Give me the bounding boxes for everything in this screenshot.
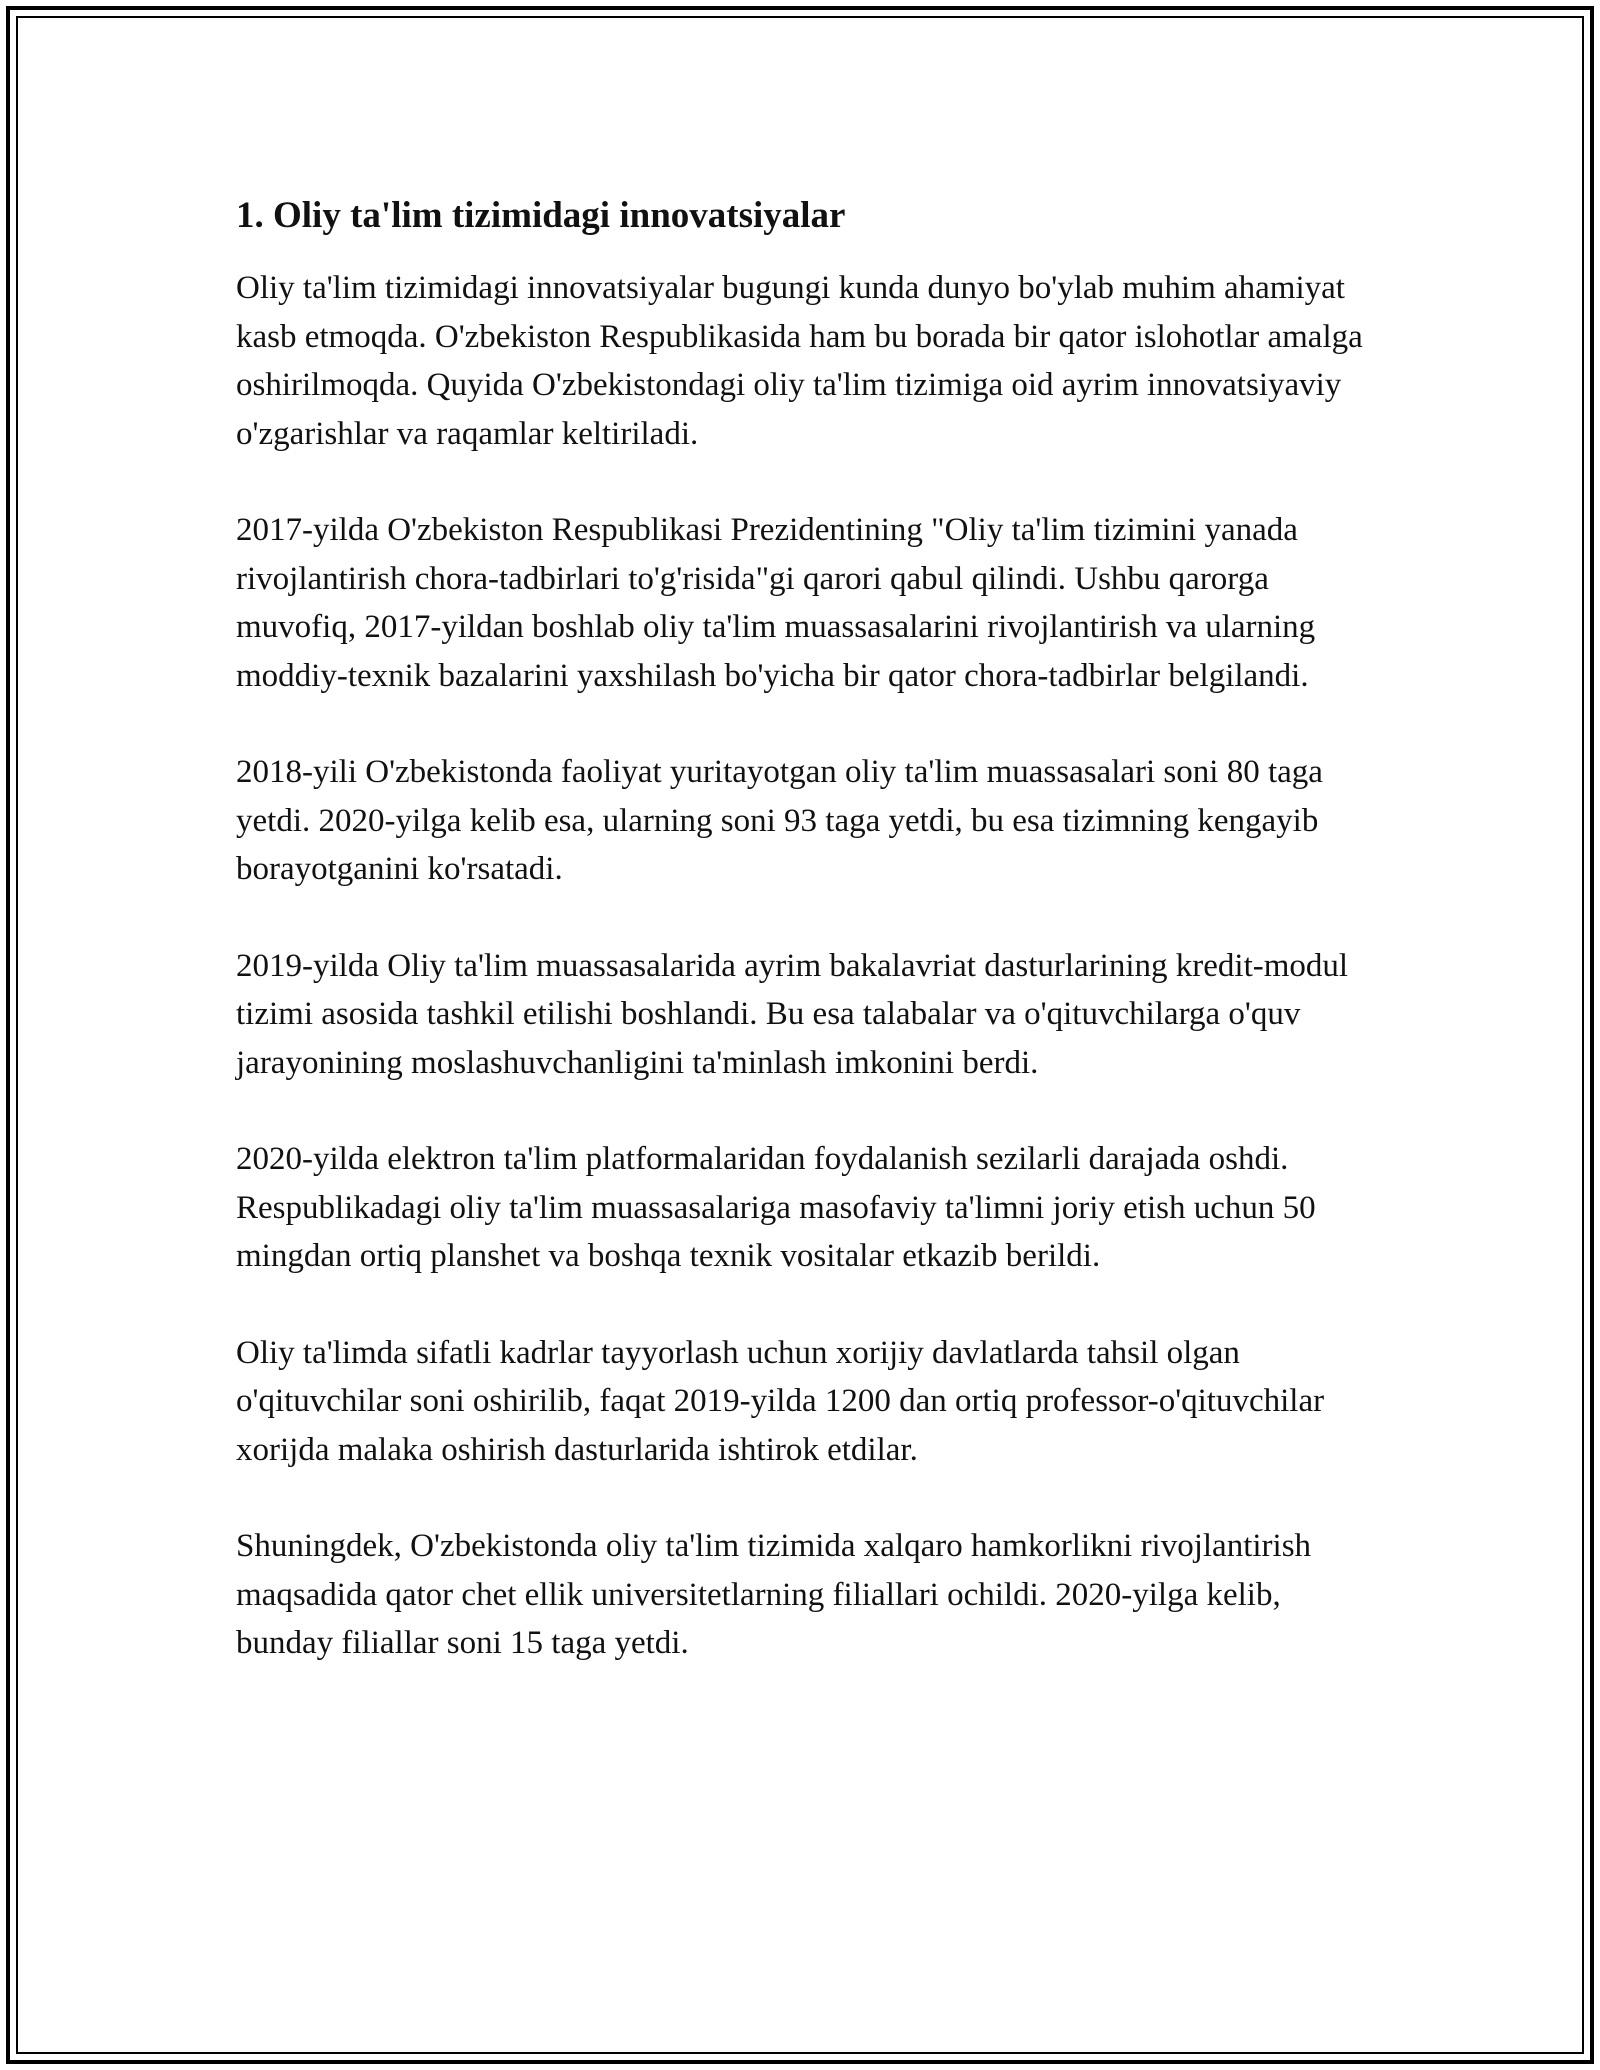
paragraph-foreign-branches: Shuningdek, O'zbekistonda oliy ta'lim tizimida xalqaro hamkorlikni rivojlantirish maqsadida qator chet ellik universitetlarning filiallari ochildi. 2020-yilga kelib, bunday filiallar soni 15 taga yetdi. xyxy=(236,1528,1312,1661)
paragraph-credit-module: 2019-yilda Oliy ta'lim muassasalarida ayrim bakalavriat dasturlarining kredit-modul tizimi asosida tashkil etilishi boshlandi. Bu esa talabalar va o'qituvchilarga o'quv jarayonining moslashuvchanligini ta'minlash imkonini berdi. xyxy=(236,947,1349,1081)
paragraph-teacher-training: Oliy ta'limda sifatli kadrlar tayyorlash uchun xorijiy davlatlarda tahsil olgan o'qituvchilar soni oshirilib, faqat 2019-yilda 1200 dan ortiq professor-o'qituvchilar xorijda malaka oshirish dasturlarida ishtirok etdilar. xyxy=(236,1334,1325,1468)
paragraph-e-learning: 2020-yilda elektron ta'lim platformalaridan foydalanish sezilarli darajada oshdi. Respublikadagi oliy ta'lim muassasalariga masofaviy ta'limni joriy etish uchun 50 mingdan ortiq planshet va boshqa texnik vositalar etkazib berildi. xyxy=(236,1141,1316,1274)
paragraph-2017-decree: 2017-yilda O'zbekiston Respublikasi Prezidentining "Oliy ta'lim tizimini yanada rivojlantirish chora-tadbirlari to'g'risida"gi qarori qabul qilindi. Ushbu qarorga muvofiq, 2017-yildan boshlab oliy ta'lim muassasalarini rivojlantirish va ularning moddiy-texnik bazalarini yaxshilash bo'yicha bir qator chora-tadbirlar belgilandi. xyxy=(236,512,1316,694)
document-body xyxy=(236,190,1366,1716)
paragraph-intro: Oliy ta'lim tizimidagi innovatsiyalar bugungi kunda dunyo bo'ylab muhim ahamiyat kasb etmoqda. O'zbekiston Respublikasida ham bu borada bir qator islohotlar amalga oshirilmoqda. Quyida O'zbekistondagi oliy ta'lim tizimiga oid ayrim innovatsiyaviy o'zgarishlar va raqamlar keltiriladi. xyxy=(236,270,1363,452)
section-title: 1. Oliy ta'lim tizimidagi innovatsiyalar xyxy=(236,195,846,236)
paragraph-institution-count: 2018-yili O'zbekistonda faoliyat yuritayotgan oliy ta'lim muassasalari soni 80 taga yetdi. 2020-yilga kelib esa, ularning soni 93 taga yetdi, bu esa tizimning kengayib borayotganini ko'rsatadi. xyxy=(236,754,1323,887)
